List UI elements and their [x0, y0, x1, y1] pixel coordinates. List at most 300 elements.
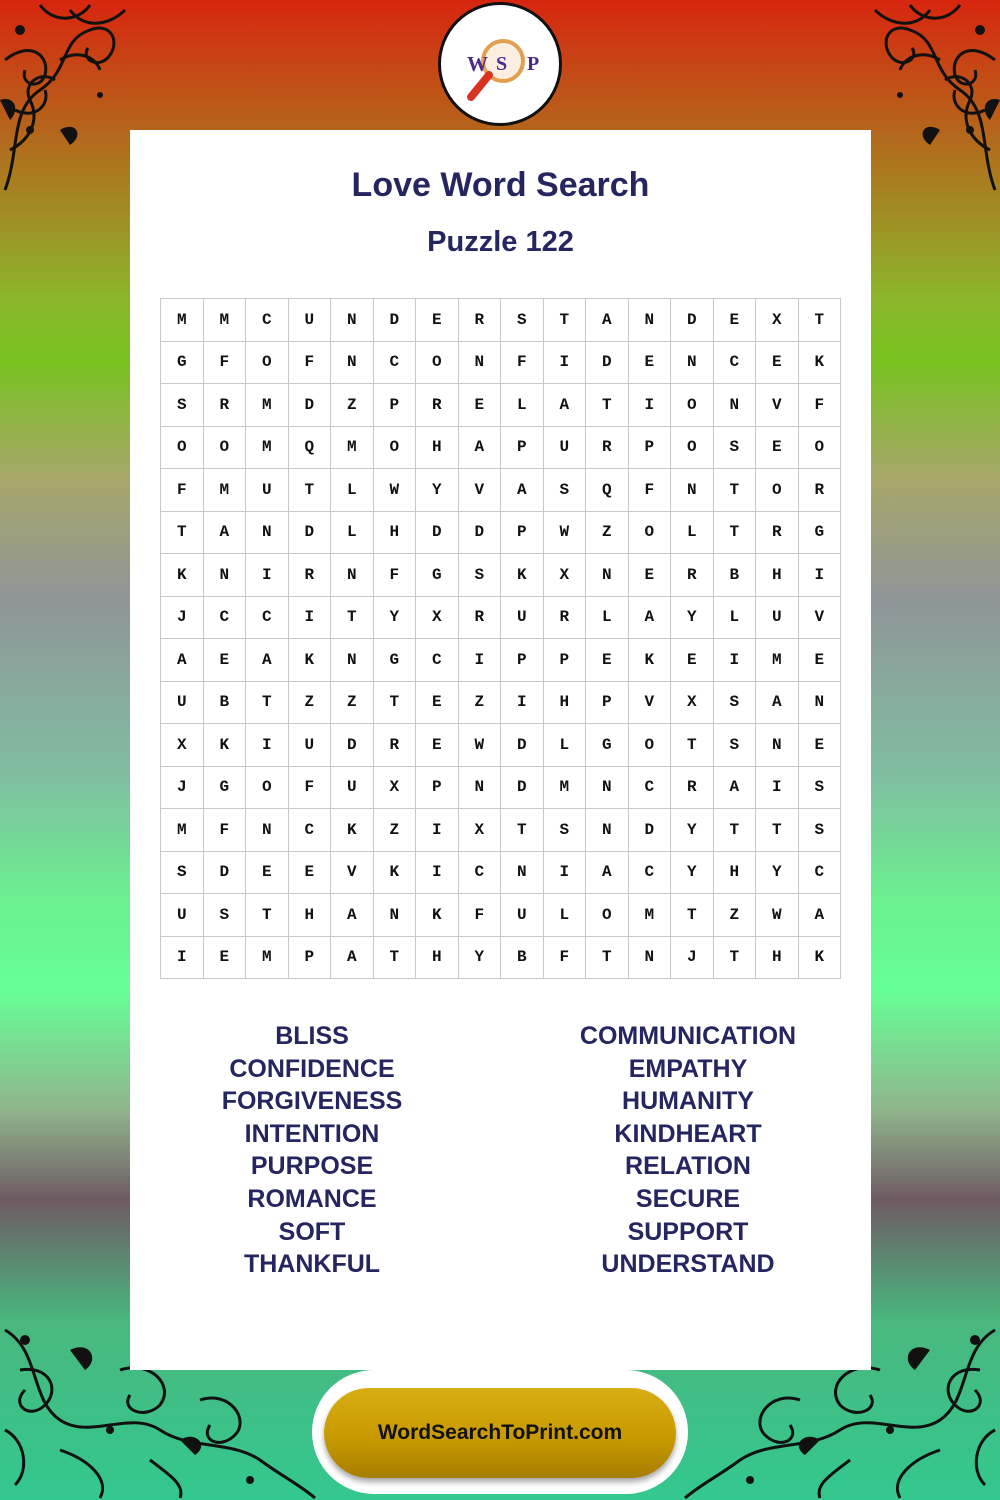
grid-cell[interactable]: D [331, 724, 374, 767]
grid-cell[interactable]: N [586, 766, 629, 809]
grid-cell[interactable]: F [288, 766, 331, 809]
grid-cell[interactable]: Y [373, 596, 416, 639]
grid-cell[interactable]: D [458, 511, 501, 554]
grid-cell[interactable]: U [543, 426, 586, 469]
word-list-item: BLISS [275, 1022, 349, 1050]
grid-cell[interactable]: N [246, 511, 289, 554]
grid-cell[interactable]: I [543, 341, 586, 384]
grid-cell[interactable]: I [501, 681, 544, 724]
grid-cell[interactable]: O [628, 511, 671, 554]
grid-cell[interactable]: L [543, 894, 586, 937]
grid-cell[interactable]: G [416, 554, 459, 597]
word-list-item: CONFIDENCE [229, 1054, 395, 1083]
website-button-label: WordSearchToPrint.com [377, 1421, 623, 1444]
grid-cell[interactable]: R [756, 511, 799, 554]
grid-cell[interactable]: H [756, 936, 799, 979]
word-list-item: INTENTION [244, 1119, 380, 1148]
grid-row [161, 809, 841, 852]
grid-cell[interactable]: V [798, 596, 841, 639]
grid-cell[interactable]: M [161, 299, 204, 342]
grid-cell[interactable]: A [798, 894, 841, 937]
grid-cell[interactable]: B [203, 681, 246, 724]
grid-cell[interactable]: Z [331, 384, 374, 427]
grid-cell[interactable]: P [373, 384, 416, 427]
grid-cell[interactable]: F [458, 894, 501, 937]
grid-row [161, 554, 841, 597]
grid-cell[interactable]: I [416, 851, 459, 894]
grid-cell[interactable]: R [373, 724, 416, 767]
grid-cell[interactable]: X [756, 299, 799, 342]
grid-cell[interactable]: P [501, 639, 544, 682]
grid-cell[interactable]: H [288, 894, 331, 937]
grid-cell[interactable]: F [543, 936, 586, 979]
grid-cell[interactable]: T [373, 681, 416, 724]
site-logo[interactable] [438, 2, 562, 126]
grid-row [161, 426, 841, 469]
grid-cell[interactable]: N [586, 809, 629, 852]
grid-cell[interactable]: P [416, 766, 459, 809]
grid-cell[interactable]: S [501, 299, 544, 342]
grid-cell[interactable]: N [246, 809, 289, 852]
grid-cell[interactable]: O [798, 426, 841, 469]
grid-cell[interactable]: S [203, 894, 246, 937]
grid-cell[interactable]: M [628, 894, 671, 937]
logo-letter-s: S [496, 53, 508, 75]
grid-cell[interactable]: E [628, 341, 671, 384]
grid-cell[interactable]: D [288, 384, 331, 427]
grid-cell[interactable]: I [288, 596, 331, 639]
grid-cell[interactable]: F [203, 809, 246, 852]
grid-cell[interactable]: K [288, 639, 331, 682]
grid-cell[interactable]: O [628, 724, 671, 767]
logo-letter-p: P [527, 53, 540, 75]
grid-cell[interactable]: T [798, 299, 841, 342]
grid-cell[interactable]: O [586, 894, 629, 937]
grid-cell[interactable]: Y [756, 851, 799, 894]
grid-cell[interactable]: D [288, 511, 331, 554]
grid-cell[interactable]: K [161, 554, 204, 597]
grid-cell[interactable]: E [713, 299, 756, 342]
grid-row [161, 511, 841, 554]
word-list-item: COMMUNICATION [579, 1022, 797, 1050]
grid-cell[interactable]: T [586, 384, 629, 427]
word-list-item: SUPPORT [627, 1217, 749, 1246]
grid-cell[interactable]: B [501, 936, 544, 979]
grid-cell[interactable]: I [458, 639, 501, 682]
grid-cell[interactable]: N [671, 341, 714, 384]
grid-cell[interactable]: M [246, 426, 289, 469]
grid-cell[interactable]: A [331, 894, 374, 937]
grid-cell[interactable]: K [373, 851, 416, 894]
grid-cell[interactable]: V [756, 384, 799, 427]
grid-cell[interactable]: Y [458, 936, 501, 979]
grid-cell[interactable]: Z [458, 681, 501, 724]
grid-cell[interactable]: A [628, 596, 671, 639]
grid-row [161, 724, 841, 767]
grid-cell[interactable]: E [203, 639, 246, 682]
grid-cell[interactable]: V [628, 681, 671, 724]
grid-cell[interactable]: V [331, 851, 374, 894]
grid-cell[interactable]: T [713, 809, 756, 852]
grid-cell[interactable]: E [288, 851, 331, 894]
grid-cell[interactable]: H [373, 511, 416, 554]
grid-cell[interactable]: A [203, 511, 246, 554]
grid-cell[interactable]: R [671, 554, 714, 597]
grid-cell[interactable]: R [416, 384, 459, 427]
grid-cell[interactable]: C [416, 639, 459, 682]
grid-cell[interactable]: S [798, 809, 841, 852]
grid-cell[interactable]: H [416, 936, 459, 979]
grid-cell[interactable]: J [161, 766, 204, 809]
grid-cell[interactable]: M [203, 469, 246, 512]
grid-cell[interactable]: G [586, 724, 629, 767]
grid-cell[interactable]: X [543, 554, 586, 597]
grid-cell[interactable]: X [161, 724, 204, 767]
grid-cell[interactable]: F [288, 341, 331, 384]
grid-cell[interactable]: X [458, 809, 501, 852]
grid-cell[interactable]: E [798, 639, 841, 682]
grid-cell[interactable]: U [288, 724, 331, 767]
word-list-item: ROMANCE [247, 1184, 377, 1213]
grid-cell[interactable]: T [713, 469, 756, 512]
grid-cell[interactable]: P [628, 426, 671, 469]
grid-cell[interactable]: C [628, 851, 671, 894]
word-list-right [538, 1020, 838, 1281]
word-list-item: SOFT [278, 1217, 346, 1246]
grid-cell[interactable]: G [373, 639, 416, 682]
grid-cell[interactable]: D [501, 724, 544, 767]
grid-cell[interactable]: A [161, 639, 204, 682]
grid-cell[interactable]: I [161, 936, 204, 979]
grid-row [161, 341, 841, 384]
grid-cell[interactable]: N [331, 299, 374, 342]
grid-cell[interactable]: K [203, 724, 246, 767]
grid-cell[interactable]: O [203, 426, 246, 469]
grid-cell[interactable]: A [713, 766, 756, 809]
word-list-item: SECURE [635, 1184, 741, 1213]
grid-cell[interactable]: T [161, 511, 204, 554]
grid-cell[interactable]: A [331, 936, 374, 979]
puzzle-card [130, 130, 871, 1370]
grid-cell[interactable]: P [288, 936, 331, 979]
grid-cell[interactable]: A [543, 384, 586, 427]
grid-cell[interactable]: Q [586, 469, 629, 512]
word-list-item: THANKFUL [243, 1250, 381, 1279]
grid-cell[interactable]: O [246, 341, 289, 384]
word-list-item: UNDERSTAND [601, 1250, 775, 1279]
grid-cell[interactable]: S [543, 809, 586, 852]
grid-cell[interactable]: R [203, 384, 246, 427]
grid-cell[interactable]: W [756, 894, 799, 937]
grid-cell[interactable]: S [713, 426, 756, 469]
grid-cell[interactable]: U [501, 596, 544, 639]
grid-cell[interactable]: S [798, 766, 841, 809]
grid-cell[interactable]: C [246, 596, 289, 639]
grid-cell[interactable]: T [586, 936, 629, 979]
grid-cell[interactable]: Y [671, 809, 714, 852]
grid-cell[interactable]: S [161, 384, 204, 427]
grid-cell[interactable]: C [458, 851, 501, 894]
grid-cell[interactable]: M [543, 766, 586, 809]
grid-cell[interactable]: E [203, 936, 246, 979]
grid-cell[interactable]: S [713, 681, 756, 724]
grid-cell[interactable]: O [416, 341, 459, 384]
grid-cell[interactable]: D [628, 809, 671, 852]
grid-cell[interactable]: T [246, 681, 289, 724]
grid-cell[interactable]: N [713, 384, 756, 427]
grid-cell[interactable]: E [416, 681, 459, 724]
grid-cell[interactable]: V [458, 469, 501, 512]
grid-cell[interactable]: D [416, 511, 459, 554]
grid-cell[interactable]: D [373, 299, 416, 342]
grid-cell[interactable]: I [246, 554, 289, 597]
grid-cell[interactable]: T [373, 936, 416, 979]
grid-cell[interactable]: T [246, 894, 289, 937]
word-list-item: EMPATHY [628, 1054, 748, 1083]
grid-cell[interactable]: F [203, 341, 246, 384]
magnifier-logo-icon [445, 9, 555, 119]
corner-ornament-icon [0, 0, 140, 200]
grid-cell[interactable]: O [756, 469, 799, 512]
grid-cell[interactable]: L [586, 596, 629, 639]
grid-cell[interactable]: E [798, 724, 841, 767]
grid-row [161, 851, 841, 894]
grid-cell[interactable]: I [246, 724, 289, 767]
word-list-item: HUMANITY [622, 1087, 754, 1116]
grid-cell[interactable]: M [756, 639, 799, 682]
grid-cell[interactable]: P [501, 511, 544, 554]
grid-cell[interactable]: M [246, 384, 289, 427]
word-list-item: KINDHEART [614, 1119, 762, 1148]
grid-cell[interactable]: Y [416, 469, 459, 512]
grid-cell[interactable]: S [458, 554, 501, 597]
grid-cell[interactable]: N [331, 554, 374, 597]
grid-cell[interactable]: J [161, 596, 204, 639]
grid-cell[interactable]: N [458, 766, 501, 809]
grid-row [161, 681, 841, 724]
word-list-item: RELATION [625, 1152, 751, 1181]
grid-cell[interactable]: F [501, 341, 544, 384]
grid-cell[interactable]: E [458, 384, 501, 427]
grid-cell[interactable]: O [161, 426, 204, 469]
puzzle-number: Puzzle 122 [427, 226, 574, 258]
grid-cell[interactable]: U [246, 469, 289, 512]
grid-cell[interactable]: E [416, 724, 459, 767]
grid-cell[interactable]: A [458, 426, 501, 469]
grid-row [161, 894, 841, 937]
grid-cell[interactable]: L [543, 724, 586, 767]
grid-cell[interactable]: G [798, 511, 841, 554]
grid-cell[interactable]: M [331, 426, 374, 469]
grid-cell[interactable]: I [416, 809, 459, 852]
grid-cell[interactable]: K [798, 936, 841, 979]
grid-cell[interactable]: D [671, 299, 714, 342]
grid-cell[interactable]: R [458, 299, 501, 342]
grid-cell[interactable]: A [586, 299, 629, 342]
grid-cell[interactable]: Y [671, 596, 714, 639]
grid-cell[interactable]: U [288, 299, 331, 342]
grid-cell[interactable]: B [713, 554, 756, 597]
grid-cell[interactable]: C [373, 341, 416, 384]
grid-cell[interactable]: L [671, 511, 714, 554]
grid-cell[interactable]: Z [586, 511, 629, 554]
grid-cell[interactable]: C [246, 299, 289, 342]
grid-cell[interactable]: N [331, 639, 374, 682]
grid-cell[interactable]: S [543, 469, 586, 512]
grid-cell[interactable]: E [246, 851, 289, 894]
grid-cell[interactable]: O [373, 426, 416, 469]
grid-cell[interactable]: E [416, 299, 459, 342]
grid-cell[interactable]: L [713, 596, 756, 639]
grid-cell[interactable]: U [161, 894, 204, 937]
grid-cell[interactable]: H [713, 851, 756, 894]
grid-cell[interactable]: D [203, 851, 246, 894]
grid-cell[interactable]: I [756, 766, 799, 809]
grid-cell[interactable]: T [543, 299, 586, 342]
grid-cell[interactable]: W [458, 724, 501, 767]
grid-cell[interactable]: R [798, 469, 841, 512]
website-button[interactable] [324, 1388, 676, 1478]
grid-cell[interactable]: F [373, 554, 416, 597]
grid-cell[interactable]: N [798, 681, 841, 724]
grid-cell[interactable]: P [543, 639, 586, 682]
grid-cell[interactable]: Q [288, 426, 331, 469]
grid-cell[interactable]: S [161, 851, 204, 894]
grid-cell[interactable]: C [288, 809, 331, 852]
grid-cell[interactable]: R [288, 554, 331, 597]
grid-cell[interactable]: P [586, 681, 629, 724]
grid-cell[interactable]: X [671, 681, 714, 724]
grid-cell[interactable]: M [246, 936, 289, 979]
grid-cell[interactable]: L [331, 511, 374, 554]
letter-grid [160, 298, 841, 979]
grid-cell[interactable]: W [543, 511, 586, 554]
grid-cell[interactable]: H [543, 681, 586, 724]
grid-cell[interactable]: N [671, 469, 714, 512]
grid-cell[interactable]: G [161, 341, 204, 384]
grid-cell[interactable]: A [501, 469, 544, 512]
grid-cell[interactable]: E [756, 426, 799, 469]
grid-cell[interactable]: A [756, 681, 799, 724]
grid-cell[interactable]: E [586, 639, 629, 682]
grid-cell[interactable]: M [203, 299, 246, 342]
grid-cell[interactable]: T [756, 809, 799, 852]
grid-cell[interactable]: N [586, 554, 629, 597]
grid-cell[interactable]: W [373, 469, 416, 512]
grid-cell[interactable]: A [586, 851, 629, 894]
grid-cell[interactable]: T [288, 469, 331, 512]
grid-cell[interactable]: K [628, 639, 671, 682]
grid-cell[interactable]: K [798, 341, 841, 384]
grid-cell[interactable]: Z [288, 681, 331, 724]
grid-cell[interactable]: U [161, 681, 204, 724]
grid-cell[interactable]: U [501, 894, 544, 937]
logo-letter-w: W [467, 52, 488, 76]
grid-cell[interactable]: H [416, 426, 459, 469]
grid-row [161, 596, 841, 639]
grid-cell[interactable]: A [246, 639, 289, 682]
grid-cell[interactable]: G [203, 766, 246, 809]
grid-cell[interactable]: X [373, 766, 416, 809]
grid-cell[interactable]: C [798, 851, 841, 894]
grid-cell[interactable]: K [331, 809, 374, 852]
grid-cell[interactable]: C [713, 341, 756, 384]
grid-cell[interactable]: L [331, 469, 374, 512]
grid-cell[interactable]: D [501, 766, 544, 809]
grid-cell[interactable]: T [671, 724, 714, 767]
grid-cell[interactable]: R [458, 596, 501, 639]
grid-cell[interactable]: N [628, 299, 671, 342]
grid-cell[interactable]: E [628, 554, 671, 597]
grid-cell[interactable]: D [586, 341, 629, 384]
corner-ornament-icon [860, 0, 1000, 200]
grid-cell[interactable]: X [416, 596, 459, 639]
word-list-item: FORGIVENESS [221, 1087, 403, 1116]
grid-cell[interactable]: I [713, 639, 756, 682]
grid-cell[interactable]: R [671, 766, 714, 809]
grid-cell[interactable]: J [671, 936, 714, 979]
grid-cell[interactable]: I [543, 851, 586, 894]
grid-cell[interactable]: T [331, 596, 374, 639]
grid-cell[interactable]: I [798, 554, 841, 597]
grid-cell[interactable]: C [203, 596, 246, 639]
grid-cell[interactable]: R [543, 596, 586, 639]
grid-cell[interactable]: I [628, 384, 671, 427]
page-title: Love Word Search [351, 166, 650, 204]
grid-cell[interactable]: N [501, 851, 544, 894]
grid-cell[interactable]: R [586, 426, 629, 469]
grid-cell[interactable]: O [671, 426, 714, 469]
grid-cell[interactable]: N [331, 341, 374, 384]
grid-cell[interactable]: U [331, 766, 374, 809]
grid-cell[interactable]: N [458, 341, 501, 384]
grid-cell[interactable]: Z [373, 809, 416, 852]
grid-cell[interactable]: T [713, 511, 756, 554]
word-list-item: PURPOSE [250, 1152, 374, 1181]
grid-cell[interactable]: K [501, 554, 544, 597]
grid-cell[interactable]: Z [713, 894, 756, 937]
grid-cell[interactable]: O [246, 766, 289, 809]
grid-cell[interactable]: S [713, 724, 756, 767]
grid-cell[interactable]: T [713, 936, 756, 979]
grid-cell[interactable]: P [501, 426, 544, 469]
grid-cell[interactable]: F [628, 469, 671, 512]
grid-cell[interactable]: T [671, 894, 714, 937]
grid-cell[interactable]: L [501, 384, 544, 427]
grid-cell[interactable]: F [798, 384, 841, 427]
grid-cell[interactable]: C [628, 766, 671, 809]
grid-cell[interactable]: M [161, 809, 204, 852]
grid-row [161, 384, 841, 427]
grid-cell[interactable]: K [416, 894, 459, 937]
grid-cell[interactable]: N [756, 724, 799, 767]
grid-cell[interactable]: U [756, 596, 799, 639]
grid-cell[interactable]: F [161, 469, 204, 512]
grid-cell[interactable]: T [501, 809, 544, 852]
grid-cell[interactable]: N [628, 936, 671, 979]
grid-row [161, 766, 841, 809]
grid-cell[interactable]: E [756, 341, 799, 384]
grid-cell[interactable]: Z [331, 681, 374, 724]
grid-cell[interactable]: O [671, 384, 714, 427]
grid-row [161, 639, 841, 682]
grid-cell[interactable]: Y [671, 851, 714, 894]
word-list-left [162, 1020, 462, 1281]
grid-cell[interactable]: N [203, 554, 246, 597]
grid-cell[interactable]: H [756, 554, 799, 597]
grid-cell[interactable]: E [671, 639, 714, 682]
grid-cell[interactable]: N [373, 894, 416, 937]
